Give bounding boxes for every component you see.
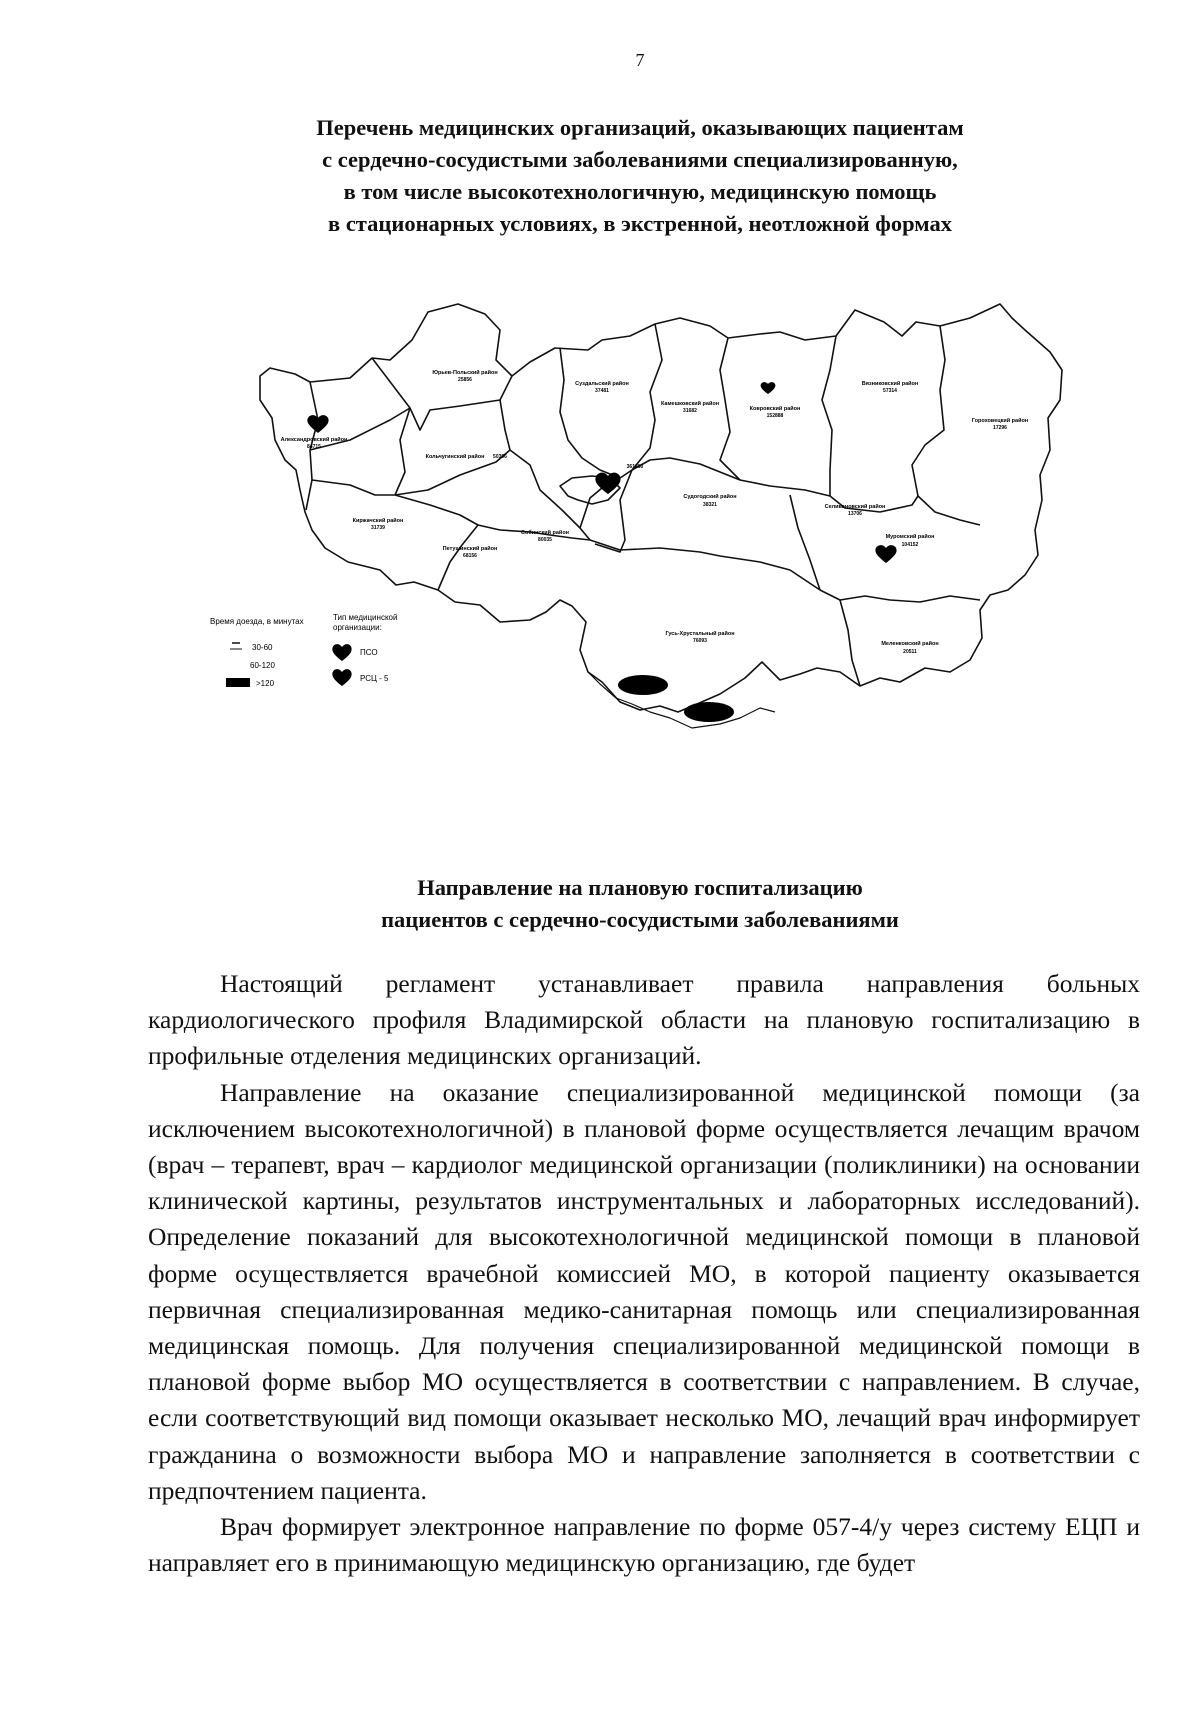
district-label: Меленковский район [881, 641, 939, 647]
district-border [560, 348, 632, 478]
legend-type-title: организации: [333, 623, 382, 632]
district-border [632, 458, 740, 480]
section-title-line: пациентов с сердечно-сосудистыми заболеваниями [381, 907, 899, 932]
district-label: Собинский район [520, 530, 570, 536]
district-label: Вязниковский район [861, 381, 919, 387]
district-border [740, 480, 830, 496]
title-line: Перечень медицинских организаций, оказывающих пациентам [316, 115, 964, 140]
legend-type-title: Тип медицинской [333, 613, 398, 622]
paragraph: Направление на оказание специализированной медицинской помощи (за исключением высокотехнологичной) в плановой форме осуществляется лечащим врачом (врач – терапевт, врач – кардиолог медицинской организации (поликлиники) на основании клинической картины, результатов инструментальных и лабораторных исследований). Определение показаний для высокотехнологичной медицинской помощи в плановой форме осуществляется врачебной комиссией МО, в которой пациенту оказывается первичная специализированная медико-санитарная помощь или специализированная медицинская помощь. Для получения специализированной медицинской помощи в плановой форме выбор МО осуществляется в соответствии с направлением. В случае, если соответствующий вид помощи оказывает несколько МО, лечащий врач информирует гражданина о возможности выбора МО и направление заполняется в соответствии с предпочтением пациента. [148, 1077, 1140, 1505]
district-value: 38321 [703, 502, 717, 508]
district-value: 68156 [463, 553, 477, 559]
title-line: в том числе высокотехнологичную, медицинскую помощь [343, 179, 937, 204]
district-value: 80035 [538, 537, 552, 543]
district-label: Ковровский район [749, 406, 801, 412]
district-value: 13706 [848, 511, 862, 517]
district-border [820, 590, 980, 602]
title-line: с сердечно-сосудистыми заболеваниями специализированную, [322, 147, 958, 172]
district-label: Гусь-Хрустальный район [665, 631, 735, 637]
district-border [310, 408, 410, 450]
district-value: 25856 [458, 377, 472, 383]
district-border [790, 495, 820, 590]
district-value: 17296 [993, 425, 1007, 431]
section-title-line: Направление на плановую госпитализацию [417, 875, 863, 900]
legend-time-title: Время доезда, в минутах [210, 617, 304, 626]
district-border [632, 324, 662, 470]
district-label: Гороховецкий район [971, 418, 1029, 424]
district-value: 20511 [903, 649, 917, 655]
heart-icon [332, 644, 351, 661]
legend-time-item: 60-120 [250, 661, 275, 670]
district-value: 50396 [493, 454, 507, 460]
paragraph: Врач формирует электронное направление по форме 057-4/у через систему ЕЦП и направляет его в принимающую медицинскую организацию, где будет [148, 1512, 1140, 1578]
legend-time-item: >120 [256, 679, 275, 688]
district-border [720, 338, 740, 480]
heart-icon [875, 545, 896, 563]
district-label: Камешковский район [660, 401, 720, 407]
district-border [372, 358, 512, 430]
section-title [200, 872, 1080, 936]
district-label: Александровский район [280, 437, 348, 443]
district-label: Кольчугинский район [425, 454, 485, 460]
district-value: 31739 [371, 525, 385, 531]
region-outline [260, 304, 1062, 712]
district-value: 31682 [683, 408, 697, 414]
legend-swatch-over-120 [226, 678, 250, 687]
paragraph: Настоящий регламент устанавливает правила направления больных кардиологического профиля Владимирской области на плановую госпитализацию в профильные отделения медицинских организаций. [148, 969, 1140, 1071]
district-value: 104152 [901, 542, 919, 548]
district-border [500, 400, 510, 450]
document-title [200, 112, 1080, 240]
legend-type-item: ПСО [360, 648, 378, 657]
district-label: Селивановский район [824, 504, 886, 510]
title-line: в стационарных условиях, в экстренной, неотложной формах [328, 211, 952, 236]
district-border [822, 336, 836, 496]
district-border [590, 540, 820, 590]
district-border [912, 326, 945, 496]
heart-icon [332, 669, 351, 686]
district-value: 37481 [595, 388, 609, 394]
district-value: 152888 [766, 413, 784, 419]
heart-icon [761, 382, 776, 394]
region-map [200, 300, 1100, 820]
district-border [840, 600, 860, 686]
legend-type-item: РСЦ - 5 [360, 674, 389, 683]
river [588, 672, 775, 728]
legend-time-item: 30-60 [252, 643, 273, 652]
district-label: Муромский район [885, 534, 935, 540]
district-label: Юрьев-Польский район [432, 370, 498, 376]
page-number: 7 [635, 50, 645, 70]
district-label: Судогодский район [683, 494, 737, 500]
district-label: Суздальский район [575, 381, 629, 387]
district-value: 76093 [693, 638, 707, 644]
district-value: 361280 [626, 464, 644, 470]
district-value: 84715 [307, 444, 321, 450]
travel-zone-over-120 [684, 702, 734, 722]
district-label: Петушинский район [442, 546, 498, 552]
district-label: Киржачский район [352, 518, 404, 524]
body-text [148, 966, 1140, 1581]
travel-zone-over-120 [618, 675, 668, 695]
map-legend [210, 613, 397, 688]
district-value: 57314 [883, 388, 897, 394]
district-border [395, 408, 410, 495]
district-border [510, 450, 590, 540]
